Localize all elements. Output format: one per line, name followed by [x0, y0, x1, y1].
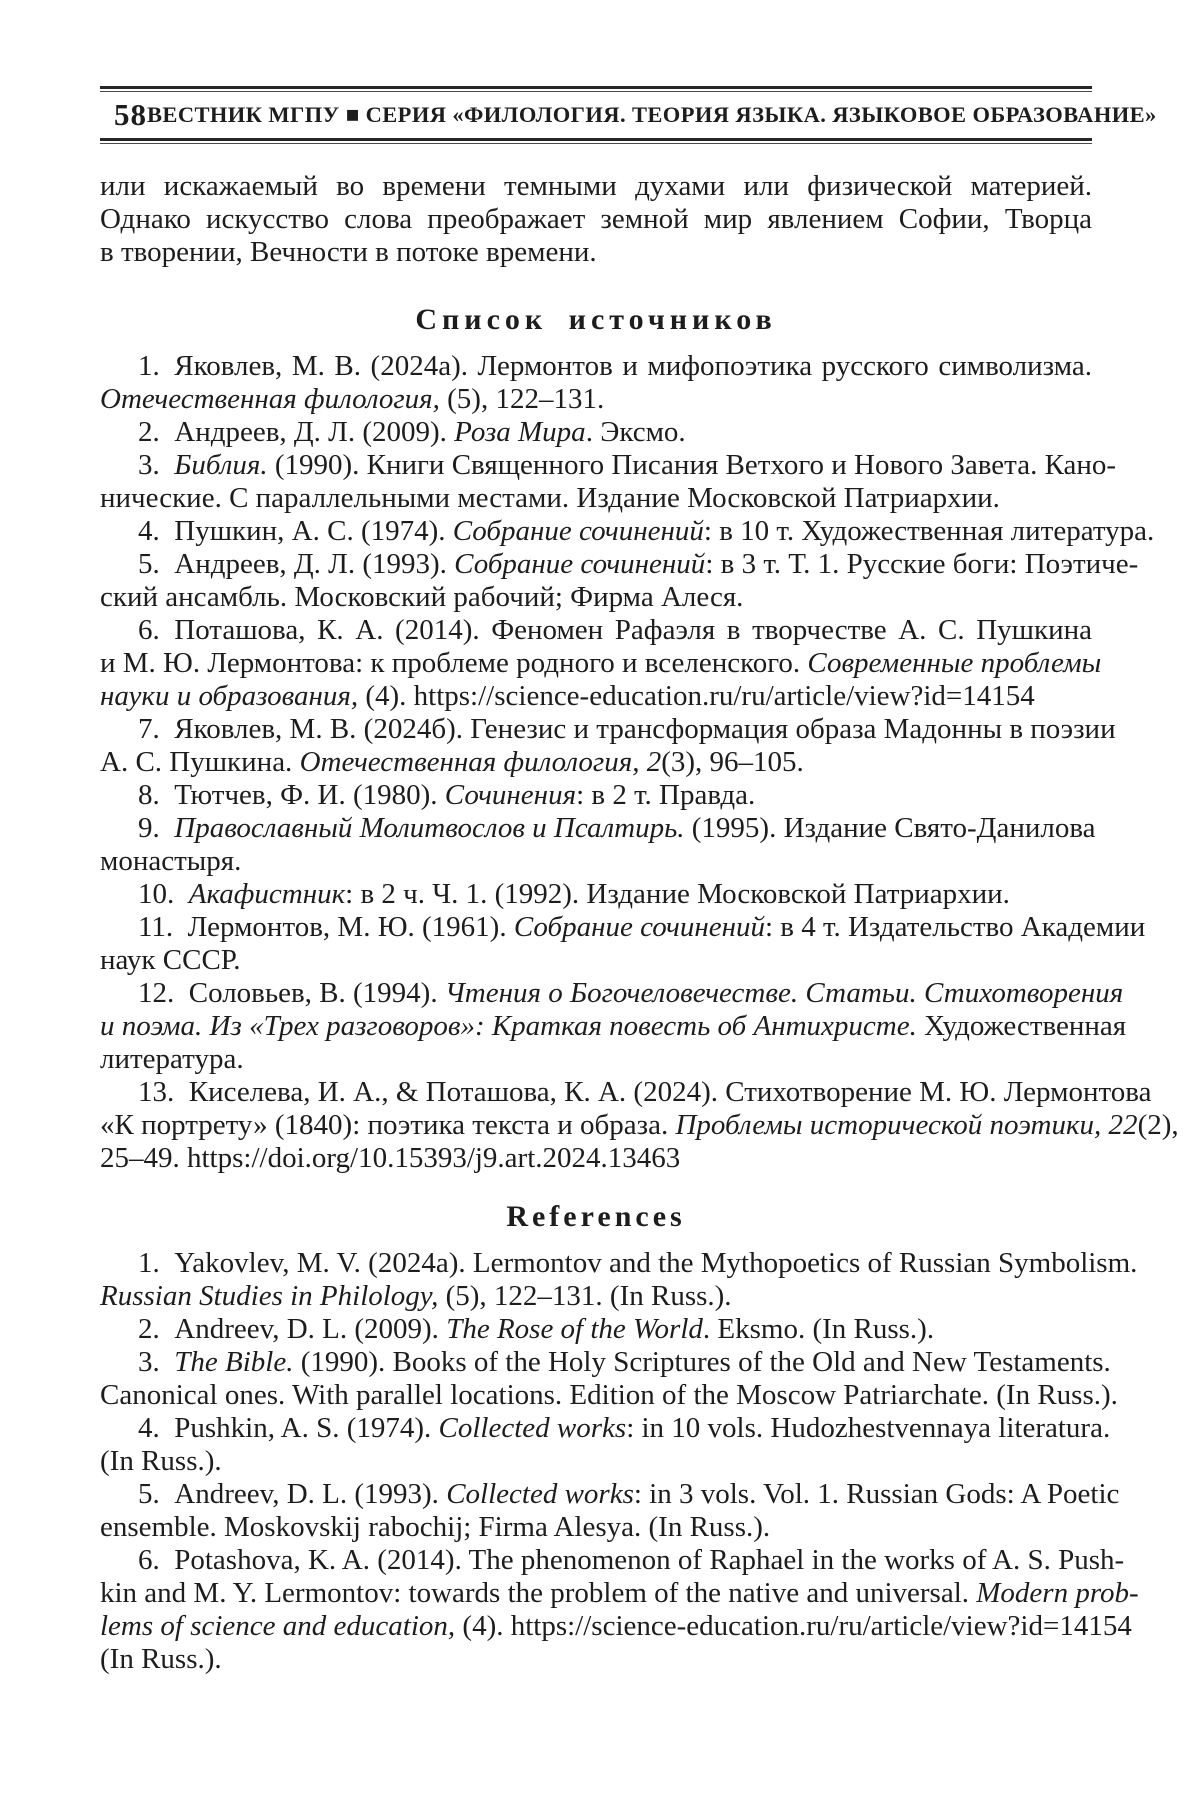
reference-item [100, 1247, 1138, 1313]
text-segment: . Eksmo. (In Russ.). [702, 1313, 935, 1345]
reference-line [100, 1109, 1179, 1142]
text-segment: (1990). Books of the Holy Scriptures of the Old and New Testaments. [293, 1346, 1111, 1378]
text-segment: ensemble. Moskovskij rabochij; Firma Alesya. (In Russ.). [100, 1511, 771, 1543]
italic-text-segment: Собрание сочинений [452, 515, 704, 547]
text-segment: Художественная [916, 1010, 1127, 1042]
text-segment: ский ансамбль. Московский рабочий; Фирма Алеся. [100, 581, 744, 613]
reference-line [100, 416, 1092, 449]
text-segment: 5. Андреев, Д. Л. (1993). [138, 548, 455, 580]
reference-item [100, 1346, 1118, 1412]
text-segment: 25–49. https://doi.org/10.15393/j9.art.2024.13463 [100, 1142, 681, 1174]
reference-line [100, 1478, 1120, 1511]
reference-line [100, 383, 1092, 416]
reference-item [100, 515, 1155, 548]
italic-text-segment: Collected works [438, 1412, 627, 1444]
text-segment: (5), 122–131. (In Russ.). [438, 1280, 732, 1312]
reference-item [100, 911, 1146, 977]
reference-item [100, 1313, 1092, 1346]
text-segment: 4. Пушкин, А. С. (1974). [138, 515, 453, 547]
reference-line [100, 1643, 1092, 1676]
italic-text-segment: науки и образования, [100, 680, 359, 712]
text-segment: «К портрету» (1840): поэтика текста и образа. [100, 1109, 676, 1141]
reference-line [100, 812, 1096, 845]
text-segment: 6. Potashova, K. A. (2014). The phenomenon of Raphael in the works of A. S. Push- [138, 1544, 1125, 1576]
text-segment: (In Russ.). [100, 1643, 222, 1675]
reference-item [100, 878, 1092, 911]
text-segment: kin and M. Y. Lermontov: towards the problem of the native and universal. [100, 1577, 977, 1609]
text-segment: (5), 122–131. [439, 383, 605, 415]
references-heading: References [506, 1200, 686, 1233]
text-segment: 2. Андреев, Д. Л. (2009). [138, 416, 455, 448]
reference-item [100, 977, 1127, 1076]
reference-line [100, 614, 1092, 647]
text-segment: (1990). Книги Священного Писания Ветхого и Нового Завета. Кано- [267, 449, 1117, 481]
text-segment: нические. С параллельными местами. Издание Московской Патриархии. [100, 482, 1000, 514]
reference-item [100, 449, 1117, 515]
reference-line [100, 1346, 1111, 1379]
reference-line [100, 1313, 1092, 1346]
reference-line [100, 746, 1092, 779]
text-segment: 5. Andreev, D. L. (1993). [138, 1478, 447, 1510]
text-segment: Canonical ones. With parallel locations. Edition of the Moscow Patriarchate. (In Russ.). [100, 1379, 1118, 1411]
text-segment: 3. [138, 449, 175, 481]
italic-text-segment: Отечественная филология, [100, 383, 440, 415]
page-header [100, 92, 1157, 138]
italic-text-segment: Collected works [446, 1478, 634, 1510]
reference-item [100, 614, 1102, 713]
intro-line: или искажаемый во времени темными духами или физической материей. [100, 170, 1092, 202]
reference-line [100, 1511, 1092, 1544]
text-segment: и М. Ю. Лермонтова: к проблеме родного и вселенского. [100, 647, 808, 679]
page-number: 58 [114, 97, 147, 132]
text-segment: : в 10 т. Художественная литература. [703, 515, 1155, 547]
text-segment: (In Russ.). [100, 1445, 222, 1477]
text-segment: 4. Pushkin, A. S. (1974). [138, 1412, 439, 1444]
header-rule-bottom [100, 138, 1092, 144]
text-segment: : в 3 т. Т. 1. Русские боги: Поэтиче- [705, 548, 1139, 580]
reference-line [100, 548, 1139, 581]
page-content [100, 0, 1179, 1676]
reference-item [100, 548, 1139, 614]
text-segment: 8. Тютчев, Ф. И. (1980). [138, 779, 445, 811]
reference-line [100, 581, 1092, 614]
italic-text-segment: Роза Мира [454, 416, 586, 448]
reference-item [100, 812, 1096, 878]
italic-text-segment: Православный Молитвослов и Псалтирь. [174, 812, 685, 844]
italic-text-segment: The Bible. [174, 1346, 294, 1378]
text-segment: (2), [1137, 1109, 1179, 1141]
reference-line [100, 482, 1092, 515]
text-segment: : в 2 ч. Ч. 1. (1992). Издание Московской Патриархии. [345, 878, 1010, 910]
reference-line [100, 911, 1146, 944]
italic-text-segment: Собрание сочинений [454, 548, 706, 580]
reference-line [100, 1445, 1092, 1478]
italic-text-segment: и поэма. Из «Трех разговоров»: Краткая повесть об Антихристе. [100, 1010, 917, 1042]
text-segment: 13. Киселева, И. А., & Поташова, К. А. (2024). Стихотворение М. Ю. Лермонтова [138, 1076, 1152, 1108]
text-segment: : in 10 vols. Hudozhestvennaya literatura. [626, 1412, 1111, 1444]
text-segment: (4). https://science-education.ru/ru/article/view?id=14154 [358, 680, 1035, 712]
italic-text-segment: Modern prob- [976, 1577, 1139, 1609]
reference-line [100, 680, 1092, 713]
italic-text-segment: lems of science and education, [100, 1610, 456, 1642]
reference-line [100, 779, 1092, 812]
text-segment: . Эксмо. [585, 416, 686, 448]
italic-text-segment: The Rose of the World [446, 1313, 703, 1345]
reference-line [100, 1412, 1111, 1445]
text-segment: А. С. Пушкина. [100, 746, 300, 778]
sources-list [100, 350, 1179, 1175]
text-segment: 12. Соловьев, В. (1994). [138, 977, 445, 1009]
text-segment: 10. [138, 878, 189, 910]
text-segment: монастыря. [100, 845, 242, 877]
text-segment: наук СССР. [100, 944, 241, 976]
italic-text-segment: Библия. [174, 449, 268, 481]
reference-line [100, 647, 1102, 680]
text-segment: 1. Yakovlev, M. V. (2024a). Lermontov and the Mythopoetics of Russian Symbolism. [138, 1247, 1138, 1279]
sources-heading: Список источников [415, 303, 777, 336]
text-segment: (3), 96–105. [661, 746, 804, 778]
text-segment: : в 4 т. Издательство Академии [764, 911, 1146, 943]
italic-text-segment: Чтения о Богочеловечестве. Статьи. Стихотворения [444, 977, 1124, 1009]
text-segment: 1. Яковлев, М. В. (2024а). Лермонтов и мифопоэтика русского символизма. [138, 350, 1092, 382]
text-segment: : в 2 т. Правда. [576, 779, 756, 811]
reference-line [100, 713, 1116, 746]
reference-item [100, 350, 1092, 416]
reference-item [100, 416, 1092, 449]
reference-item [100, 713, 1116, 779]
reference-line [100, 1010, 1127, 1043]
reference-line [100, 878, 1092, 911]
reference-item [100, 1544, 1139, 1676]
reference-line [100, 1280, 1092, 1313]
italic-text-segment: Акафистник [188, 878, 346, 910]
italic-text-segment: Современные проблемы [807, 647, 1102, 679]
text-segment: (4). https://science-education.ru/ru/article/view?id=14154 [455, 1610, 1132, 1642]
text-segment: 3. [138, 1346, 175, 1378]
text-segment: 7. Яковлев, М. В. (2024б). Генезис и трансформация образа Мадонны в поэзии [138, 713, 1116, 745]
reference-line [100, 1142, 1092, 1175]
reference-line [100, 1544, 1125, 1577]
reference-item [100, 779, 1092, 812]
reference-line [100, 1379, 1118, 1412]
italic-text-segment: Сочинения [444, 779, 577, 811]
reference-line [100, 977, 1124, 1010]
italic-text-segment: Отечественная филология, 2 [299, 746, 662, 778]
text-segment: литература. [100, 1043, 244, 1075]
text-segment: (1995). Издание Свято-Данилова [684, 812, 1096, 844]
journal-title: ВЕСТНИК МГПУ ■ СЕРИЯ «ФИЛОЛОГИЯ. ТЕОРИЯ ЯЗЫКА. ЯЗЫКОВОЕ ОБРАЗОВАНИЕ» [147, 102, 1157, 127]
text-segment: 2. Andreev, D. L. (2009). [138, 1313, 447, 1345]
intro-line: в творении, Вечности в потоке времени. [100, 236, 597, 268]
reference-line [100, 515, 1155, 548]
reference-line [100, 944, 1092, 977]
intro-paragraph [100, 170, 1092, 269]
text-segment: 11. Лермонтов, М. Ю. (1961). [138, 911, 514, 943]
reference-line [100, 1247, 1138, 1280]
intro-line: Однако искусство слова преображает земной мир явлением Софии, Творца [100, 203, 1092, 235]
reference-item [100, 1478, 1120, 1544]
text-segment: 9. [138, 812, 175, 844]
reference-line [100, 449, 1117, 482]
text-segment: 6. Поташова, К. А. (2014). Феномен Рафаэля в творчестве А. С. Пушкина [138, 614, 1092, 646]
text-segment: : in 3 vols. Vol. 1. Russian Gods: A Poetic [633, 1478, 1120, 1510]
reference-line [100, 1043, 1092, 1076]
reference-line [100, 1577, 1139, 1610]
references-list [100, 1247, 1139, 1676]
reference-line [100, 845, 1092, 878]
italic-text-segment: Russian Studies in Philology, [100, 1280, 439, 1312]
reference-item [100, 1412, 1111, 1478]
reference-item [100, 1076, 1179, 1175]
italic-text-segment: Собрание сочинений [513, 911, 765, 943]
italic-text-segment: Проблемы исторической поэтики, 22 [675, 1109, 1138, 1141]
reference-line [100, 1076, 1152, 1109]
reference-line [100, 350, 1092, 383]
reference-line [100, 1610, 1132, 1643]
